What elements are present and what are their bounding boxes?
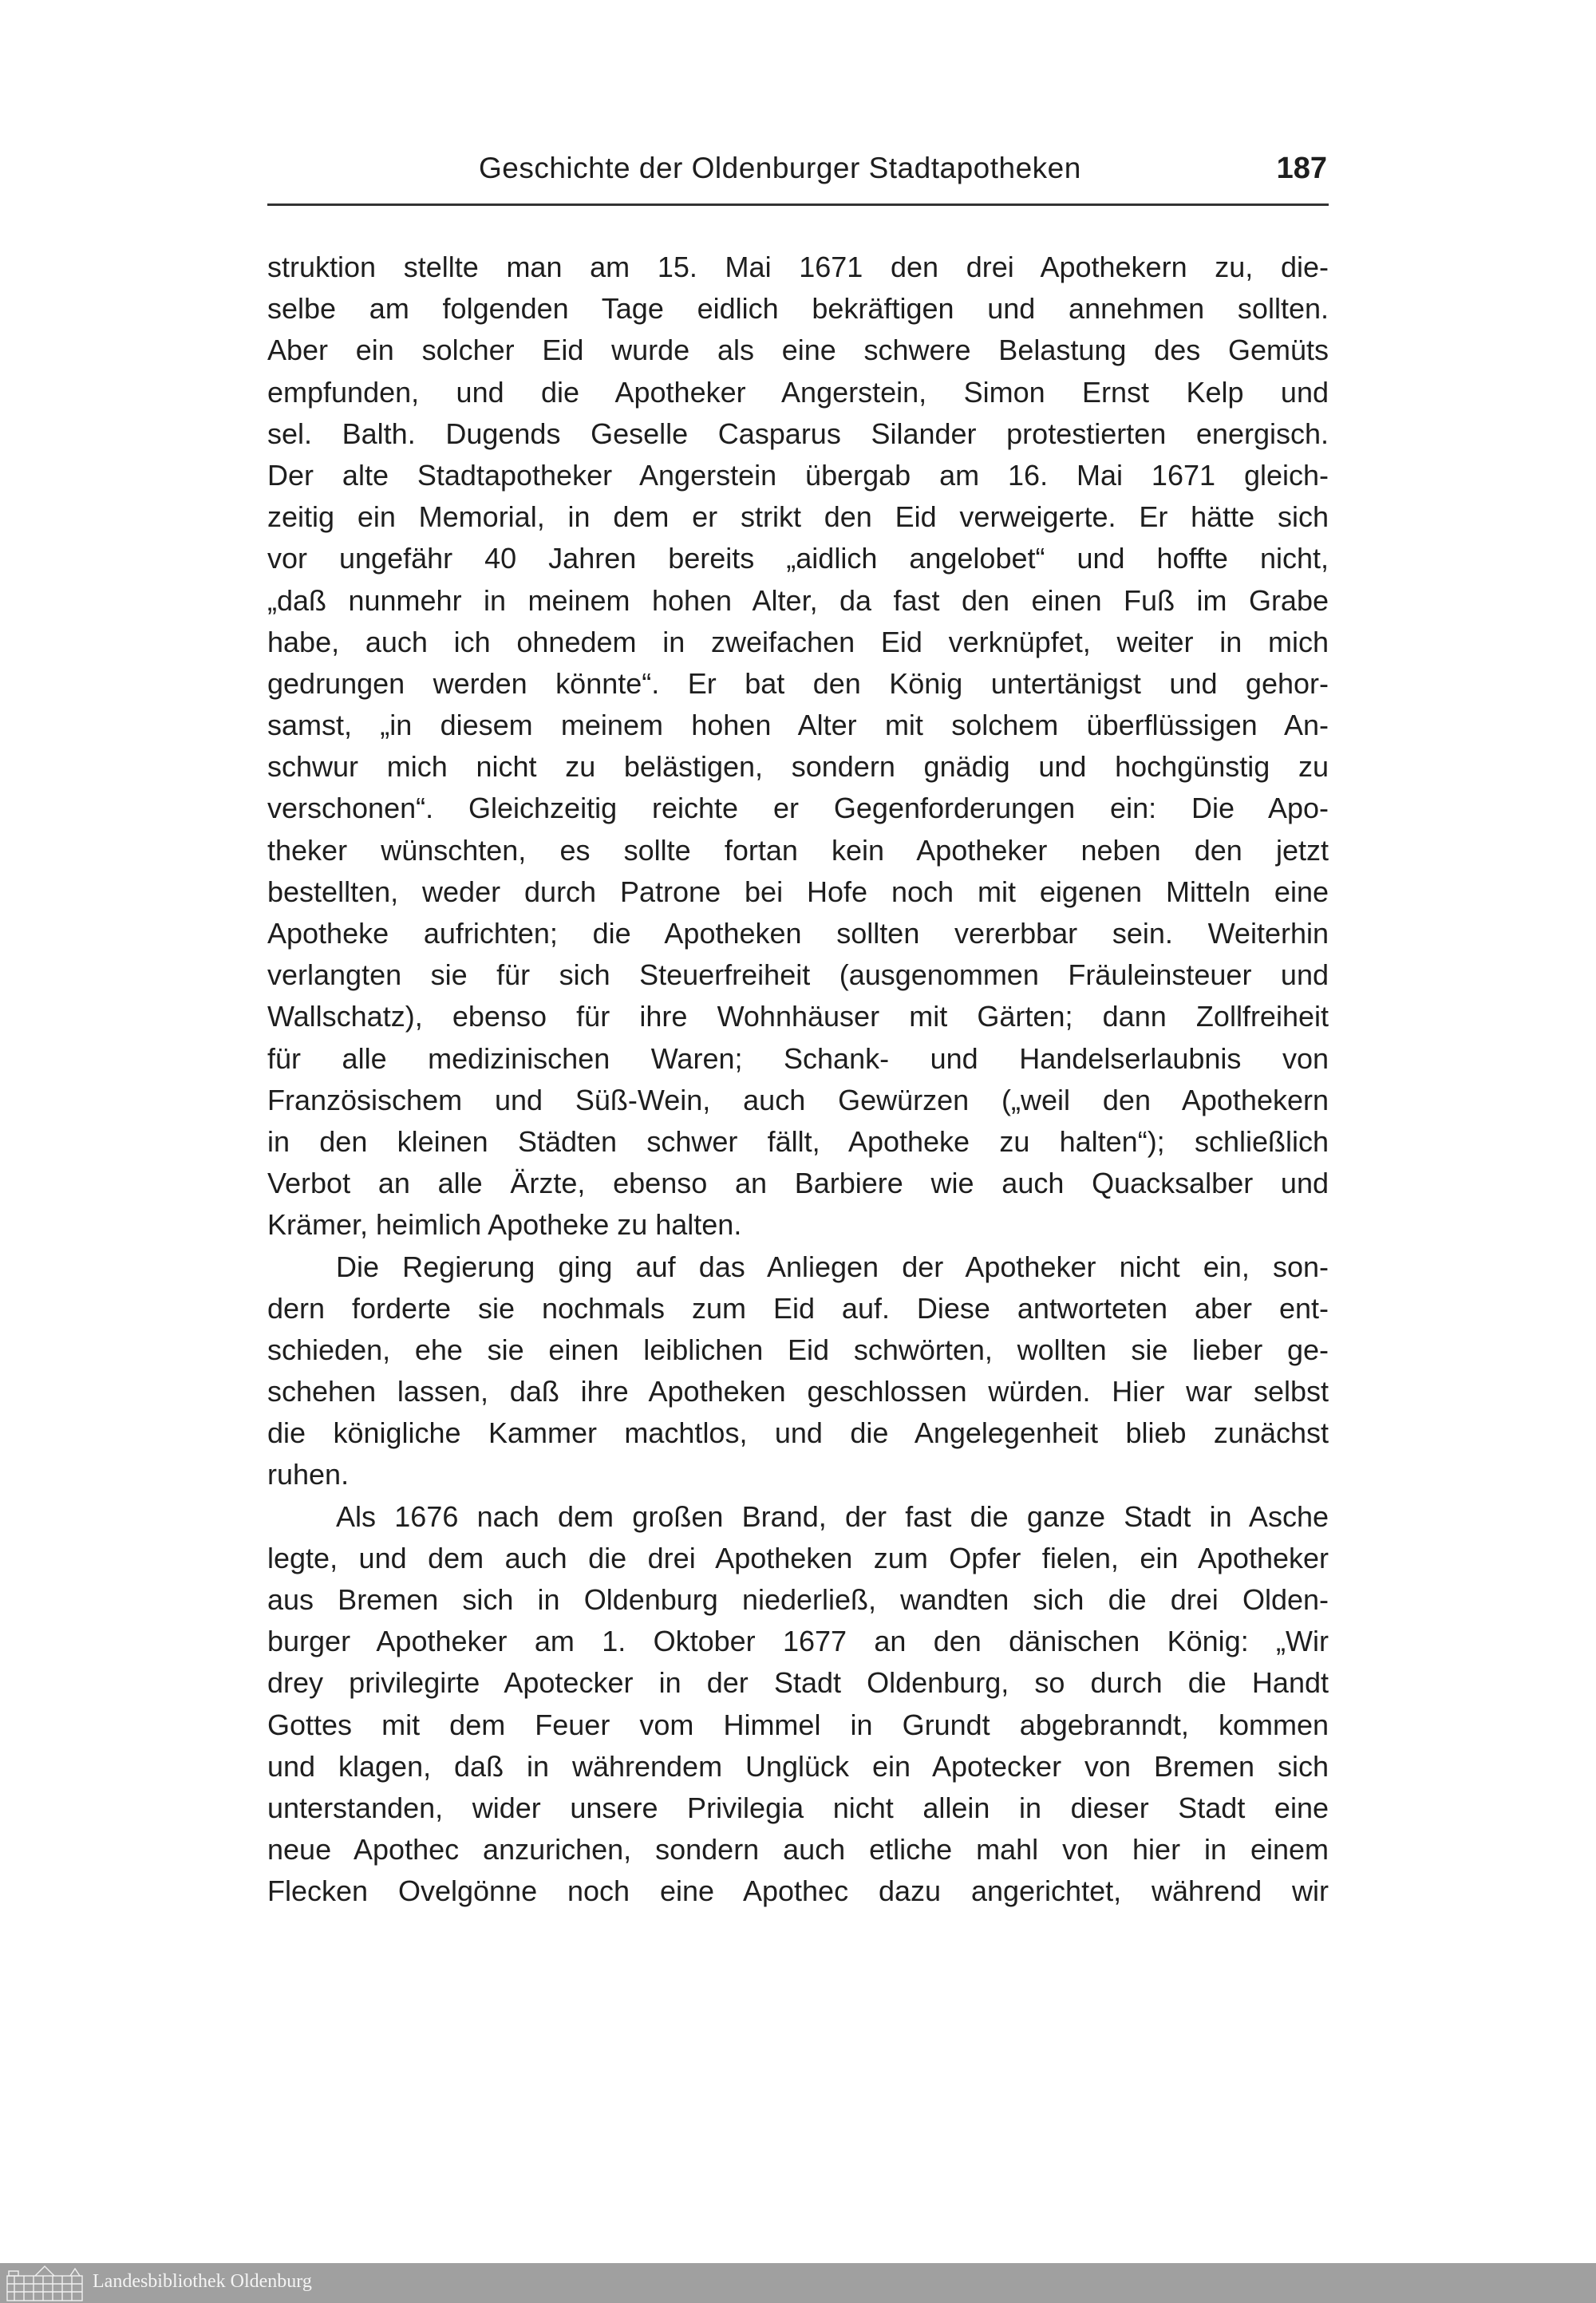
library-name: Landesbibliothek Oldenburg [93,2271,312,2292]
text-line: verschonen“. Gleichzeitig reichte er Gegenforderungen ein: Die Apo- [267,792,1329,825]
text-line: bestellten, weder durch Patrone bei Hofe noch mit eigenen Mitteln eine [267,875,1329,908]
text-line: unterstanden, wider unsere Privilegia nicht allein in dieser Stadt eine [267,1791,1329,1824]
text-line: drey privilegirte Apotecker in der Stadt Oldenburg, so durch die Handt [267,1666,1329,1700]
text-line: aus Bremen sich in Oldenburg niederließ, wandten sich die drei Olden- [267,1583,1329,1616]
text-line: Der alte Stadtapotheker Angerstein übergab am 16. Mai 1671 gleich- [267,458,1329,492]
text-line: Aber ein solcher Eid wurde als eine schwere Belastung des Gemüts [267,334,1329,367]
text-line: neue Apothec anzurichen, sondern auch etliche mahl von hier in einem [267,1833,1329,1866]
text-line: Die Regierung ging auf das Anliegen der Apotheker nicht ein, son- [336,1250,1329,1283]
text-line: dern forderte sie nochmals zum Eid auf. Diese antworteten aber ent- [267,1291,1329,1325]
library-building-icon [5,2265,85,2301]
text-line: legte, und dem auch die drei Apotheken zum Opfer fielen, ein Apotheker [267,1541,1329,1574]
page-number: 187 [1276,152,1327,185]
text-line: und klagen, daß in währendem Unglück ein Apotecker von Bremen sich [267,1749,1329,1783]
text-line: „daß nunmehr in meinem hohen Alter, da fast den einen Fuß im Grabe [267,583,1329,617]
text-line: ruhen. [267,1458,350,1491]
text-line: zeitig ein Memorial, in dem er strikt den Eid verweigerte. Er hätte sich [267,500,1329,534]
text-line: gedrungen werden könnte“. Er bat den König untertänigst und gehor- [267,666,1329,700]
text-line: verlangten sie für sich Steuerfreiheit (ausgenommen Fräuleinsteuer und [267,958,1329,992]
text-line: für alle medizinischen Waren; Schank- und Handelserlaubnis von [267,1041,1329,1075]
running-header [267,152,1329,199]
header-rule [267,203,1329,206]
text-line: Französischem und Süß-Wein, auch Gewürzen („weil den Apothekern [267,1083,1329,1116]
text-line: habe, auch ich ohnedem in zweifachen Eid verknüpfet, weiter in mich [267,625,1329,658]
text-line: theker wünschten, es sollte fortan kein Apotheker neben den jetzt [267,833,1329,867]
text-line: vor ungefähr 40 Jahren bereits „aidlich angelobet“ und hoffte nicht, [267,542,1329,575]
text-line: Krämer, heimlich Apotheke zu halten. [267,1208,742,1242]
text-line: in den kleinen Städten schwer fällt, Apotheke zu halten“); schließlich [267,1124,1329,1158]
text-line: Wallschatz), ebenso für ihre Wohnhäuser mit Gärten; dann Zollfreiheit [267,1000,1329,1033]
text-line: Apotheke aufrichten; die Apotheken sollten vererbbar sein. Weiterhin [267,917,1329,950]
text-line: samst, „in diesem meinem hohen Alter mit solchem überflüssigen An- [267,709,1329,742]
text-line: schehen lassen, daß ihre Apotheken geschlossen würden. Hier war selbst [267,1375,1329,1408]
text-line: selbe am folgenden Tage eidlich bekräftigen und annehmen sollten. [267,292,1329,326]
text-line: struktion stellte man am 15. Mai 1671 den drei Apothekern zu, die- [267,251,1329,283]
text-line: burger Apotheker am 1. Oktober 1677 an den dänischen König: „Wir [267,1625,1329,1658]
text-line: Als 1676 nach dem großen Brand, der fast die ganze Stadt in Asche [336,1499,1329,1533]
text-line: Flecken Ovelgönne noch eine Apothec dazu angerichtet, während wir [267,1874,1329,1908]
text-line: Verbot an alle Ärzte, ebenso an Barbiere wie auch Quacksalber und [267,1167,1329,1200]
text-line: schwur mich nicht zu belästigen, sondern gnädig und hochgünstig zu [267,750,1329,784]
body-text [267,247,1329,1913]
footer-bar [0,2263,1596,2303]
running-title: Geschichte der Oldenburger Stadtapotheken [479,152,1081,184]
text-line: schieden, ehe sie einen leiblichen Eid schwörten, wollten sie lieber ge- [267,1333,1329,1366]
text-line: Gottes mit dem Feuer vom Himmel in Grundt abgebranndt, kommen [267,1708,1329,1741]
text-line: empfunden, und die Apotheker Angerstein, Simon Ernst Kelp und [267,375,1329,409]
text-line: die königliche Kammer machtlos, und die Angelegenheit blieb zunächst [267,1416,1329,1450]
text-line: sel. Balth. Dugends Geselle Casparus Silander protestierten energisch. [267,417,1329,450]
